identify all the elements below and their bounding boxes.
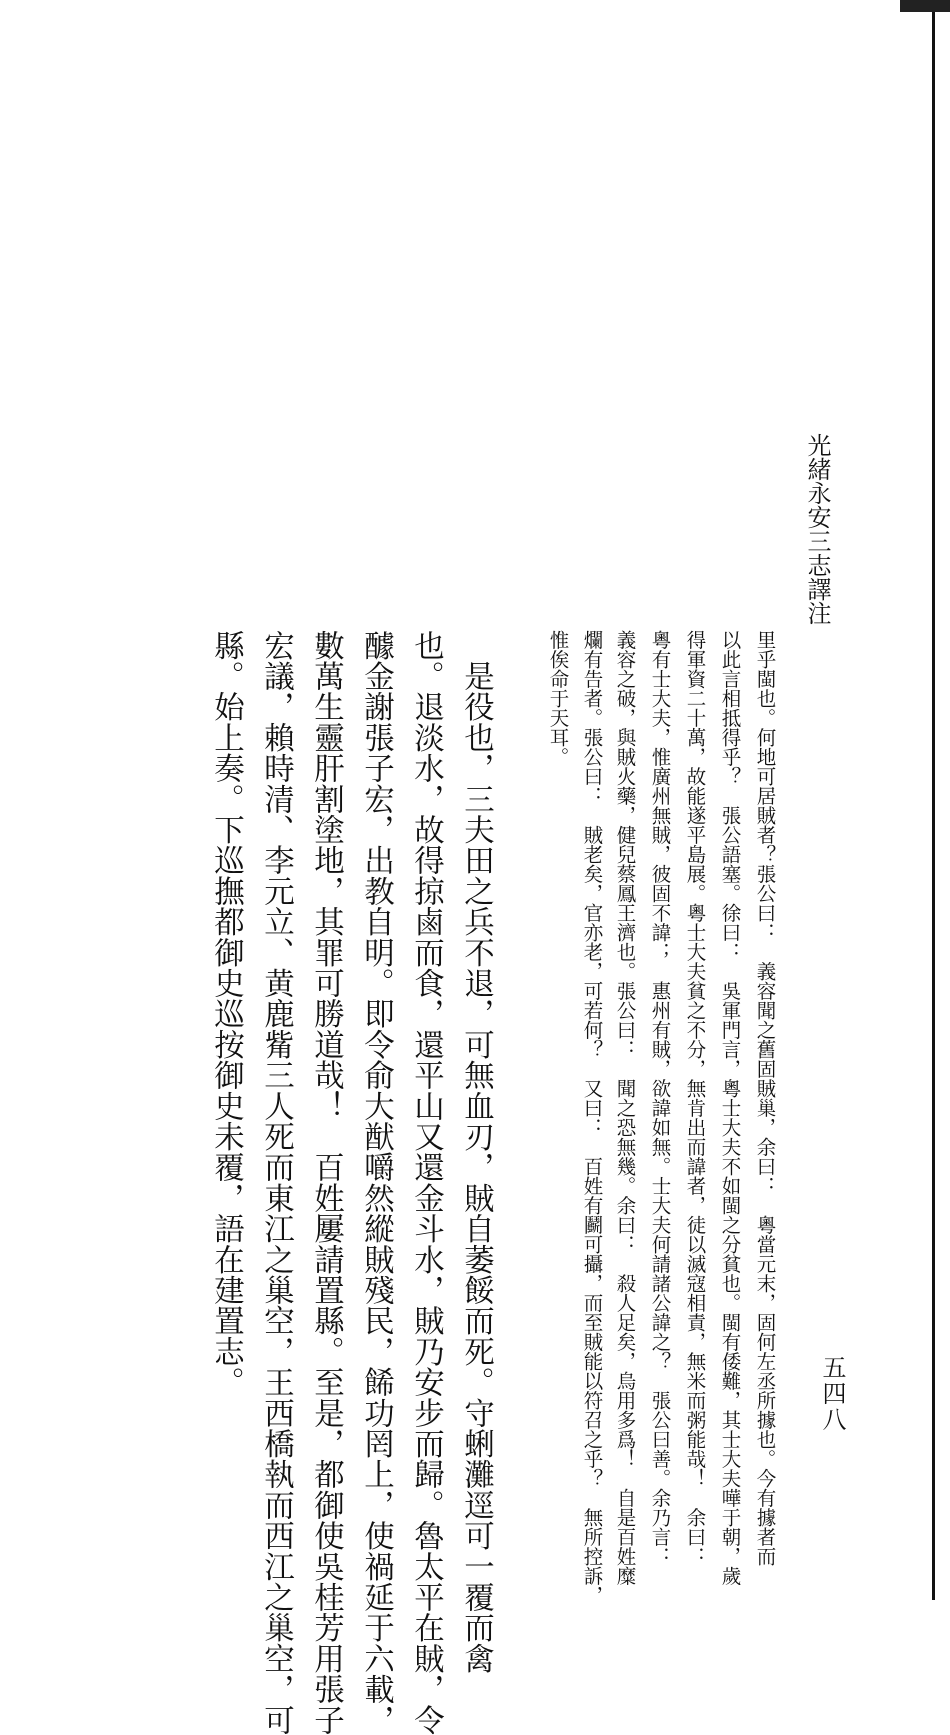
text-column: 數萬生靈肝割塗地，其罪可勝道哉！ 百姓屢請置縣。至是，都御使吳桂芳用張子 — [308, 630, 344, 1735]
text-column: 惟俟命于天耳。 — [546, 630, 570, 767]
text-column: 醵金謝張子宏，出教自明。即令俞大猷嚼然縱賊殘民，餙功罔上，使禍延于六載， — [358, 630, 394, 1735]
text-column: 也。退淡水，故得掠鹵而食，還平山又還金斗水，賊乃安步而歸。魯太平在賊，令 — [408, 630, 444, 1735]
text-column: 縣。始上奏。下巡撫都御史巡按御史未覆，語在建置志。 — [208, 630, 244, 1398]
text-column: 以此言相抵得乎？ 張公語塞。徐曰： 吳軍門言，粵士大夫不如閩之分貧也。閩有倭難，其士大夫嘩于朝，歲 — [718, 630, 742, 1586]
running-header: 光緒永安三志譯注 — [803, 433, 831, 625]
page-number: 五四八 — [818, 1355, 846, 1433]
scan-border — [932, 0, 935, 1600]
text-column: 得軍資二十萬，故能遂平島展。粵士大夫貧之不分，無肯出而諱者，徒以滅寇相責，無米而粥能哉！ 余曰： — [683, 630, 707, 1566]
scan-corner-mark — [900, 0, 950, 12]
text-column: 里乎閩也。何地可居賊者？張公曰： 義容聞之舊固賊巢，余曰： 粵當元末，固何左丞所據也。今有據者而 — [753, 630, 777, 1566]
text-column: 粵有士大夫，惟廣州無賊，彼固不諱； 惠州有賊，欲諱如無。士大夫何請諸公諱之？ 張公曰善。余乃言： — [648, 630, 672, 1566]
text-column: 爛有告者。張公曰： 賊老矣，官亦老，可若何？ 又曰： 百姓有鬬可攝，而至賊能以符召之乎？ 無所控訴， — [580, 630, 604, 1605]
text-column: 義容之破，與賊火藥，健兒蔡鳳王濟也。張公曰： 聞之恐無幾。余曰： 殺人足矣，烏用多爲！ 自是百姓糜 — [613, 630, 637, 1586]
text-column: 宏議，賴時清、李元立、黄鹿觜三人死而東江之巢空，王西橋執而西江之巢空，可 — [258, 630, 294, 1735]
text-column: 是役也，三夫田之兵不退，可無血刃，賊自萎餒而死。守蜊灘逕可一覆而禽 — [458, 630, 494, 1674]
